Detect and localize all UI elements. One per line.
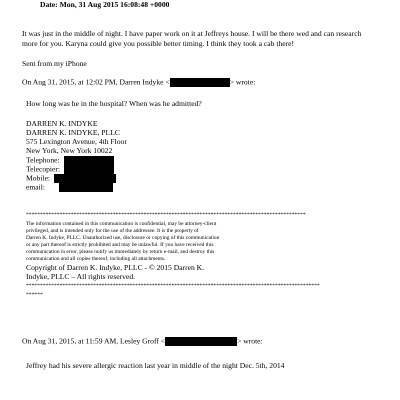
redacted-mobile [54,174,116,183]
quote1-intro [22,78,255,87]
quote2-intro-after: > wrote: [237,336,263,346]
quote1-intro-before: On Aug 31, 2015, at 12:02 PM, Darren Indyke < [22,77,170,87]
quote1-question: How long was he in the hospital? When was he admitted? [26,99,202,108]
date-label: Date: [40,0,58,9]
mobile-label: Mobile: [26,173,51,183]
copyright-line-1: Copyright of Darren K. Indyke, PLLC - © 2015 Darren K. [26,263,205,272]
email-label: email: [26,182,45,192]
disclaimer-line-2: privileged, and is intended only for the use of the addressee. It is the property of [26,228,199,234]
telephone-label: Telephone: [26,155,60,165]
disclaimer-line-4: or any part thereof is strictly prohibited and may be unlawful. If you have received this [26,242,214,248]
sig-address-2: New York, New York 10022 [26,146,113,155]
disclaimer-line-5: communication in error, please notify us immediately by return e-mail, and destroy this [26,249,215,255]
sig-address-1: 575 Lexington Avenue, 4th Floor [26,137,127,146]
redacted-email [170,78,230,87]
reply-line-2: more for you. Karyna could give you possible better timing. I think they took a cab there! [22,39,295,48]
disclaimer-stars-top: **************************************************************************************************** [26,212,306,218]
date-value: Mon, 31 Aug 2015 16:08:48 +0000 [59,0,170,9]
quote1-intro-after: > wrote: [229,77,256,87]
redacted-email-2 [165,337,237,346]
telecopier-label: Telecopier: [26,164,61,174]
disclaimer-line-6: communication and all copies thereof, including all attachments. [26,256,166,262]
disclaimer-stars-tail: ****** [26,292,43,298]
copyright-line-2: Indyke, PLLC – All rights reserved. [26,272,136,281]
redacted-telephone [64,156,114,165]
disclaimer-line-3: Darren K. Indyke, PLLC. Unauthorized use, disclosure or copying of this communication [26,235,220,241]
redacted-email-address [59,183,113,192]
disclaimer-line-1: The information contained in this communication is confidential, may be attorney-client [26,221,217,227]
quote2-intro [22,337,263,346]
date-header [40,1,169,10]
reply-line-1: It was just in the middle of night. I have paper work on it at Jeffreys house. I will be there wed and can research [22,29,362,38]
disclaimer-stars-bottom: ********************************************************************************************************* [26,283,320,289]
sig-name: DARREN K. INDYKE [26,119,98,128]
sent-from-signature: Sent from my iPhone [22,59,87,68]
redacted-telecopier [64,165,114,174]
quote2-body: Jeffrey had his severe allergic reaction last year in middle of the night Dec. 5th, 2014 [26,361,285,370]
sig-firm: DARREN K. INDYKE, PLLC [26,128,120,137]
quote2-intro-before: On Aug 31, 2015, at 11:59 AM, Lesley Groff < [22,336,166,346]
sig-email [26,183,113,192]
